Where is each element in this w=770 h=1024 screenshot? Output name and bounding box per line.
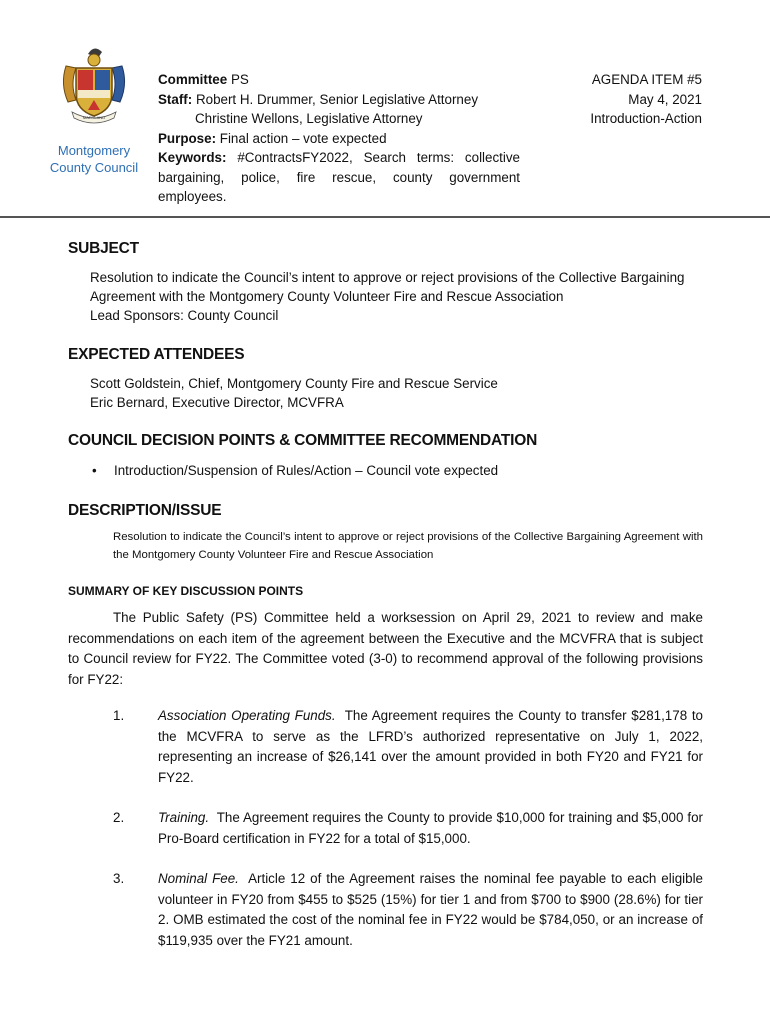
attendees-heading: EXPECTED ATTENDEES [68,346,245,363]
item-text: Article 12 of the Agreement raises the nominal fee payable to each eligible volunteer in FY20 from $455 to $525 (15%) for tier 1 and from $700 to $900 (28.6%) for tier 2. OMB estimated the cost of the nominal fee in FY22 would be $784,050, or an increase of $119,935 over the FY21 amount. [158,871,703,948]
purpose-line [158,129,520,149]
org-name-line-1: Montgomery [57,143,131,158]
lead-sponsors: Lead Sponsors: County Council [90,308,279,323]
action-type: Introduction-Action [590,111,702,126]
staff-line-2: Christine Wellons, Legislative Attorney [195,111,423,126]
summary-heading: SUMMARY OF KEY DISCUSSION POINTS [68,584,304,598]
item-text: The Agreement requires the County to provide $10,000 for training and $5,000 for Pro-Board certification in FY22 for a total of $15,000. [158,810,703,846]
item-title: Training. [158,810,210,825]
summary-intro [68,608,703,690]
item-title: Association Operating Funds. [158,708,336,723]
subject-heading: SUBJECT [68,240,139,257]
subject-body [90,268,710,325]
item-body [158,706,703,788]
item-text: The Agreement requires the County to transfer $281,178 to the MCVFRA to serve as the LFRD’s authorized representative on July 1, 2022, representing an increase of $26,141 over the amount provided in both FY20 and FY21 for FY22. [158,708,703,785]
item-body [158,808,703,849]
header-divider [0,216,770,218]
description-text: Resolution to indicate the Council’s intent to approve or reject provisions of the Collective Bargaining Agreement with the Montgomery County Volunteer Fire and Rescue Association [113,531,703,561]
item-number: 2. [113,810,125,825]
decision-bullet-text: Introduction/Suspension of Rules/Action – Council vote expected [114,463,499,478]
document-header [0,0,770,220]
description-heading: DESCRIPTION/ISSUE [68,502,222,519]
committee-label: Committee [158,72,228,87]
agenda-info [590,70,702,129]
item-body [158,869,703,951]
memo-meta [158,70,520,207]
bullet-symbol: • [92,463,97,478]
decision-heading: COUNCIL DECISION POINTS & COMMITTEE RECOMMENDATION [68,432,538,449]
decision-bullet [92,461,498,480]
staff-value: Robert H. Drummer, Senior Legislative Attorney [195,91,479,107]
purpose-value: Final action – vote expected [219,130,387,146]
attendee-2: Eric Bernard, Executive Director, MCVFRA [90,395,344,410]
agenda-item-number: AGENDA ITEM #5 [591,72,702,87]
attendee-1: Scott Goldstein, Chief, Montgomery County Fire and Rescue Service [90,376,498,391]
staff-line [158,90,520,110]
item-title: Nominal Fee. [158,871,239,886]
summary-intro-text: The Public Safety (PS) Committee held a worksession on April 29, 2021 to review and make recommendations on each item of the agreement between the Executive and the MCVFRA that is subject to Council review for FY22. The Committee voted (3-0) to recommend approval of the following provisions for FY22: [68,610,703,687]
item-number: 1. [113,708,125,723]
seal-banner-text: MARYLAND [82,115,106,120]
subject-line-1: Resolution to indicate the Council’s intent to approve or reject provisions of the Collective Bargaining [90,270,685,285]
subject-line-2: Agreement with the Montgomery County Volunteer Fire and Rescue Association [90,289,564,304]
meeting-date: May 4, 2021 [628,91,702,107]
keywords-label: Keywords: [158,150,227,165]
staff-label: Staff: [158,91,193,107]
committee-value: PS [230,72,249,87]
purpose-label: Purpose: [158,130,217,146]
keywords-line [158,148,520,207]
org-name [40,142,148,176]
committee-line [158,70,520,90]
item-number: 3. [113,871,125,886]
county-seal-logo [58,44,130,124]
keywords-value: #ContractsFY2022, Search terms: collective bargaining, police, fire rescue, county government employees. [158,150,520,204]
attendees-list [90,374,710,412]
org-name-line-2: County Council [49,160,139,175]
